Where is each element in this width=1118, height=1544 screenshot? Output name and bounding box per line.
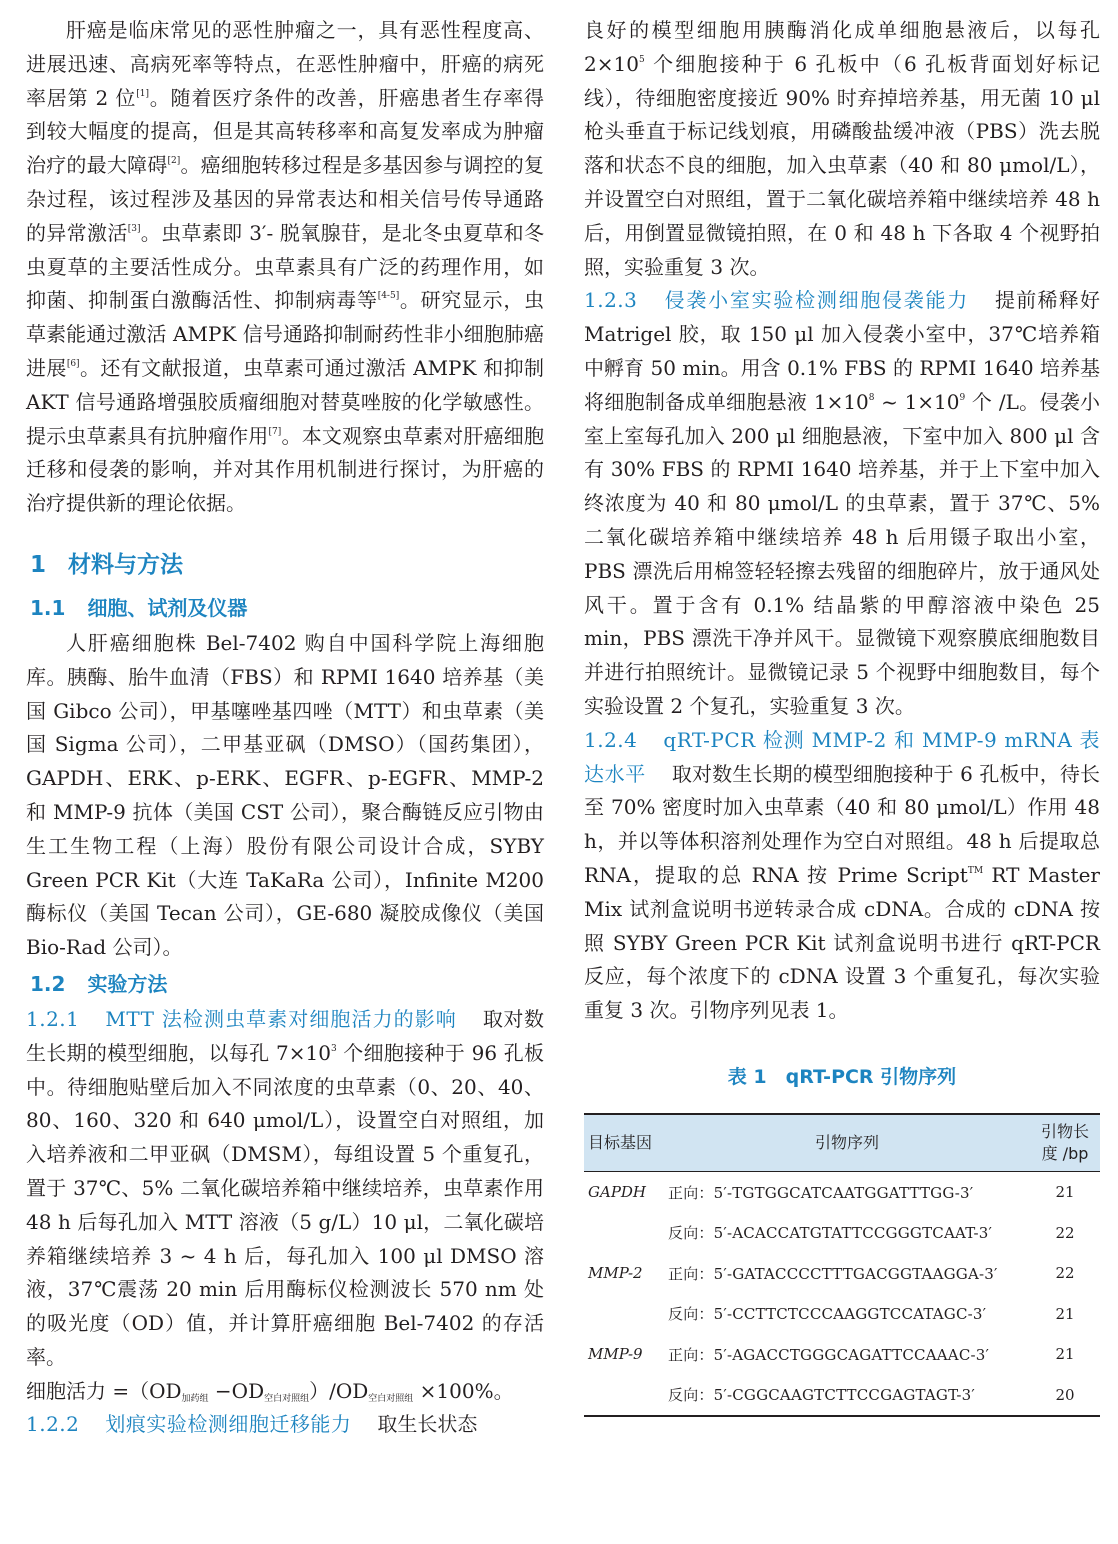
table-row (584, 1374, 1100, 1416)
right-column (584, 14, 1100, 1417)
exponent: 9 (959, 392, 966, 403)
table-row (584, 1171, 1100, 1212)
length-cell: 21 (1055, 1304, 1075, 1323)
body-text: 提前稀释好 Matrigel 胶，取 150 μl 加入侵袭小室中，37℃培养箱中孵育 50 min。用含 0.1% FBS 的 RPMI 1640 培养基将细胞制备成单细胞悬液 1×10 (584, 288, 1101, 414)
citation-ref: [4-5] (377, 291, 400, 302)
scratch-paragraph-cont (584, 14, 1100, 284)
table-caption: 表 1 qRT-PCR 引物序列 (727, 1065, 957, 1088)
formula-subscript: 空白对照组 (368, 1393, 414, 1404)
section-heading-1 (30, 547, 544, 583)
sequence-cell: 反向：5′-ACACCATGTATTCCGGGTCAAT-3′ (668, 1224, 993, 1243)
gene-cell (584, 1374, 664, 1416)
body-text: 良好的模型细胞用胰酶消化成单细胞悬液后，以每孔 2×10 (584, 18, 1100, 76)
body-text: 个细胞接种于 6 孔板中（6 孔板背面划好标记线），待细胞密度接近 90% 时弃掉培养基，用无菌 10 μl 枪头垂直于标记线划痕，用磷酸盐缓冲液（PBS）洗去脱落和状态不良的细胞，加入虫草素（40 和 80 μmol/L），并设置空白对照组，置于二氧化碳培养箱中继续培养 48 h 后，用倒置显微镜拍照，在 0 和 48 h 下各取 4 个视野拍照，实验重复 3 次。 (584, 51, 1100, 279)
section-number: 1.2 (30, 971, 66, 996)
subsection-heading-1-2-3 (584, 288, 995, 312)
section-heading-1-2 (30, 969, 544, 999)
citation-ref: [6] (66, 358, 80, 369)
section-title: 实验方法 (87, 971, 168, 996)
section-heading-1-1 (30, 593, 544, 623)
subsection-heading-1-2-1 (26, 1007, 483, 1031)
intro-text: 。研究显示，虫草素能通过激活 AMPK 信号通路抑制耐药性非小细胞肺癌进展 (26, 288, 545, 380)
header-primer-length: 引物长度 /bp (1040, 1121, 1089, 1163)
header-row (584, 1114, 1100, 1172)
sequence-cell: 反向：5′-CCTTCTCCCAAGGTCCATAGC-3′ (668, 1305, 987, 1324)
body-text: 取生长状态 (377, 1412, 478, 1437)
scratch-paragraph-start (26, 1408, 544, 1442)
subsection-heading-1-2-2 (26, 1412, 377, 1436)
length-cell: 21 (1055, 1183, 1075, 1202)
citation-ref: [3] (127, 223, 141, 234)
citation-ref: [2] (167, 156, 181, 167)
intro-paragraph (26, 14, 544, 521)
body-text: ~ 1×10 (874, 389, 960, 414)
formula-text: 细胞活力 =（OD (26, 1378, 182, 1403)
section-title: 材料与方法 (68, 551, 184, 578)
gene-cell: GAPDH (588, 1183, 647, 1202)
intro-text: 。随着医疗条件的改善，肝癌患者生存率得到较大幅度的提高，但是其高转移率和高复发率成为肿瘤治疗的最大障碍 (26, 85, 544, 178)
body-text: 个 /L。侵袭小室上室每孔加入 200 μl 细胞悬液，下室中加入 800 μl 含有 30% FBS 的 RPMI 1640 培养基，并于上下室中加入终浓度为 40 和 80 μmol/L 的虫草素，置于 37℃、5% 二氧化碳培养箱中继续培养 48 h 后用镊子取出小室，PBS 漂洗后用棉签轻轻擦去残留的细胞碎片，放于通风处风干。置于含有 0.1% 结晶紫的甲醇溶液中染色 25 min，PBS 漂洗干净并风干。显微镜下观察膜底细胞数目并进行拍照统计。显微镜记录 5 个视野中细胞数目，每个实验设置 2 个复孔，实验重复 3 次。 (584, 389, 1101, 718)
body-text: RT Master Mix 试剂盒说明书逆转录合成 cDNA。合成的 cDNA 按照 SYBY Green PCR Kit 试剂盒说明书进行 qRT-PCR 反应，每个浓度下的 cDNA 设置 3 个重复孔，每次实验重复 3 次。引物序列见表 1。 (584, 862, 1100, 1023)
citation-ref: [1] (136, 88, 149, 99)
section-title: 细胞、试剂及仪器 (87, 595, 248, 620)
trademark-mark: TM (967, 865, 984, 876)
intro-text: 。癌细胞转移过程是多基因参与调控的复杂过程，该过程涉及基因的异常表达和相关信号传导通路的异常激活 (26, 153, 545, 245)
primer-table (584, 1113, 1100, 1417)
table-row (584, 1293, 1100, 1334)
subsection-title: qRT-PCR 检测 MMP-2 和 MMP-9 mRNA 表达水平 (584, 727, 1100, 786)
materials-paragraph: 人肝癌细胞株 Bel-7402 购自中国科学院上海细胞库。胰酶、胎牛血清（FBS）和 RPMI 1640 培养基（美国 Gibco 公司），甲基噻唑基四唑（MTT）和虫草素（美国 Sigma 公司），二甲基亚砜（DMSO）（国药集团），GAPDH、ERK、p-ERK、EGFR、p-EGFR、MMP-2 和 MMP-9 抗体（美国 CST 公司），聚合酶链反应引物由生工生物工程（上海）股份有限公司设计合成，SYBY Green PCR Kit（大连 TaKaRa 公司），Infinite M200 酶标仪（美国 Tecan 公司），GE-680 凝胶成像仪（美国 Bio-Rad 公司）。 (26, 630, 544, 960)
sequence-cell: 正向：5′-GATACCCCTTTGACGGTAAGGA-3′ (668, 1264, 998, 1283)
table-header (584, 1114, 1100, 1172)
subsection-title: 侵袭小室实验检测细胞侵袭能力 (663, 288, 970, 313)
subsection-number: 1.2.3 (584, 288, 638, 313)
table-body (584, 1171, 1100, 1416)
body-text: 取对数生长期的模型细胞，以每孔 7×10 (26, 1006, 545, 1065)
header-target-gene: 目标基因 (588, 1132, 653, 1152)
body-text: 取对数生长期的模型细胞接种于 6 孔板中，待长至 70% 密度时加入虫草素（40 和 80 μmol/L）作用 48 h，并以等体积溶剂处理作为空白对照组。48 h 后提取总 RNA，提取的总 RNA 按 Prime Script (584, 761, 1100, 887)
exponent: 5 (638, 54, 645, 65)
subsection-title: MTT 法检测虫草素对细胞活力的影响 (105, 1006, 457, 1031)
header-primer-sequence: 引物序列 (814, 1132, 879, 1152)
section-number: 1 (30, 551, 47, 578)
gene-cell (584, 1212, 664, 1253)
table-row (584, 1212, 1100, 1253)
length-cell: 21 (1055, 1345, 1075, 1364)
exponent: 3 (330, 1043, 337, 1054)
intro-text: 肝癌是临床常见的恶性肿瘤之一，具有恶性程度高、进展迅速、高病死率等特点，在恶性肿瘤中，肝癌的病死率居第 2 位 (26, 18, 544, 110)
formula-subscript: 加药组 (181, 1393, 209, 1404)
intro-text: 。本文观察虫草素对肝癌细胞迁移和侵袭的影响，并对其作用机制进行探讨，为肝癌的治疗提供新的理论依据。 (26, 423, 545, 516)
gene-cell: MMP-9 (588, 1345, 643, 1364)
table-row (584, 1253, 1100, 1294)
length-cell: 22 (1055, 1264, 1075, 1283)
sequence-cell: 正向：5′-TGTGGCATCAATGGATTTGG-3′ (668, 1183, 974, 1202)
gene-cell (584, 1293, 664, 1334)
subsection-title: 划痕实验检测细胞迁移能力 (105, 1412, 352, 1437)
subsection-number: 1.2.2 (26, 1412, 80, 1437)
qrtpcr-paragraph (584, 724, 1100, 1028)
subsection-number: 1.2.4 (584, 727, 638, 752)
formula-text: −OD (208, 1378, 265, 1403)
formula-line (26, 1375, 544, 1409)
invasion-paragraph (584, 284, 1100, 723)
sequence-cell: 反向：5′-CGGCAAGTCTTCCGAGTAGT-3′ (668, 1386, 975, 1405)
gene-cell: MMP-2 (588, 1264, 643, 1283)
length-cell: 22 (1055, 1223, 1075, 1242)
left-column (26, 14, 544, 1442)
section-number: 1.1 (30, 595, 66, 620)
exponent: 8 (868, 392, 875, 403)
body-text: 个细胞接种于 96 孔板中。待细胞贴壁后加入不同浓度的虫草素（0、20、40、80、160、320 和 640 μmol/L），设置空白对照组，加入培养液和二甲亚砜（DMSM），每组设置 5 个重复孔，置于 37℃、5% 二氧化碳培养箱中继续培养，虫草素作用 48 h 后每孔加入 MTT 溶液（5 g/L）10 μl，二氧化碳培养箱继续培养 3 ~ 4 h 后，每孔加入 100 μl DMSO 溶液，37℃震荡 20 min 后用酶标仪检测波长 570 nm 处的吸光度（OD）值，并计算肝癌细胞 Bel-7402 的存活率。 (26, 1040, 544, 1369)
formula-text: ）/OD (309, 1378, 369, 1403)
intro-text: 。虫草素即 3′- 脱氧腺苷，是北冬虫夏草和冬虫夏草的主要活性成分。虫草素具有广泛的药理作用，如抑菌、抑制蛋白激酶活性、抑制病毒等 (26, 220, 544, 313)
intro-text: 。还有文献报道，虫草素可通过激活 AMPK 和抑制 AKT 信号通路增强胶质瘤细胞对替莫唑胺的化学敏感性。提示虫草素具有抗肿瘤作用 (26, 355, 545, 448)
mtt-paragraph (26, 1003, 544, 1375)
subsection-number: 1.2.1 (26, 1006, 80, 1031)
table-row (584, 1334, 1100, 1375)
length-cell: 20 (1055, 1385, 1075, 1404)
citation-ref: [7] (268, 426, 282, 437)
formula-text: ×100%。 (413, 1378, 514, 1403)
formula-subscript: 空白对照组 (264, 1393, 310, 1404)
sequence-cell: 正向：5′-AGACCTGGGCAGATTCCAAAC-3′ (668, 1345, 990, 1364)
